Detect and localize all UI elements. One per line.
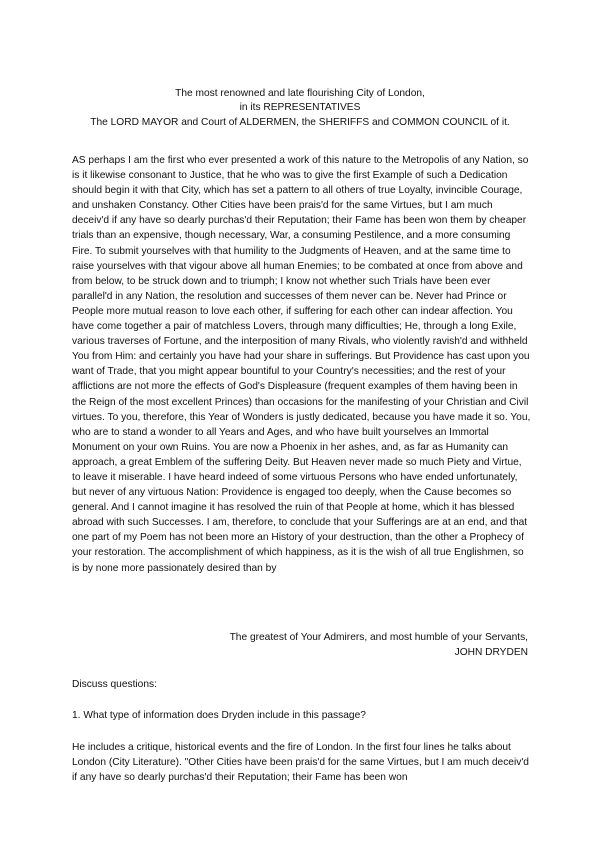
- dedication-body: AS perhaps I am the first who ever presented a work of this nature to the Metropolis of any Nation, so is it likewise consonant to Justice, that he who was to give the first Example of such a Dedication should begin it with that City, which has set a pattern to all others of true Loyalty, invincible Courage, and unshaken Constancy. Other Cities have been prais'd for the same Virtues, but I am much deceiv'd if any have so dearly purchas'd their Reputation; their Fame has been won them by cheaper trials than an expensive, though necessary, War, a consuming Pestilence, and a more consuming Fire. To submit yourselves with that humility to the Judgments of Heaven, and at the same time to raise yourselves with that vigour above all human Enemies; to be combated at once from above and from below, to be struck down and to triumph; I know not whether such Trials have been ever parallel'd in any Nation, the resolution and successes of them never can be. Never had Prince or People more mutual reason to love each other, if suffering for each other can indear affection. You have come together a pair of matchless Lovers, through many difficulties; He, through a long Exile, various traverses of Fortune, and the interposition of many Rivals, who violently ravish'd and withheld You from Him: and certainly you have had your share in sufferings. But Providence has cast upon you want of Trade, that you might appear bountiful to your Country's necessities; and the rest of your afflictions are not more the effects of God's Displeasure (frequent examples of them having been in the Reign of the most excellent Princes) than occasions for the manifesting of your Christian and Civil virtues. To you, therefore, this Year of Wonders is justly dedicated, because you have made it so. You, who are to stand a wonder to all Years and Ages, and who have built yourselves an Immortal Monument on your own Ruins. You are now a Phoenix in her ashes, and, as far as Humanity can approach, a great Emblem of the suffering Deity. But Heaven never made so much Piety and Virtue, to leave it miserable. I have heard indeed of some virtuous Persons who have ended unfortunately, but never of any virtuous Nation: Providence is engaged too deeply, when the Cause becomes so general. And I cannot imagine it has resolved the ruin of that People at home, which it has blessed abroad with such Successes. I am, therefore, to conclude that your Sufferings are at an end, and that one part of my Poem has not been more an History of your destruction, than the other a Prophecy of your restoration. The accomplishment of which happiness, as it is the wish of all true Englishmen, so is by none more passionately desired than by: [72, 155, 531, 574]
- dedication-line-1: The most renowned and late flourishing City of London,: [175, 88, 425, 99]
- dedication-line-2: in its REPRESENTATIVES: [239, 102, 361, 114]
- author-name: JOHN DRYDEN: [454, 647, 528, 658]
- discuss-heading: Discuss questions:: [72, 679, 157, 690]
- dedication-heading: [70, 87, 530, 130]
- closing-signature: [230, 630, 528, 660]
- dedication-line-3: The LORD MAYOR and Court of ALDERMEN, the SHERIFFS and COMMON COUNCIL of it.: [90, 116, 510, 128]
- closing-line: The greatest of Your Admirers, and most humble of your Servants,: [229, 632, 528, 643]
- answer-1: He includes a critique, historical events and the fire of London. In the first four lines he talks about London (City Literature). "Other Cities have been prais'd for the same Virtues, but I am much deceiv'd if any have so dearly purchas'd their Reputation; their Fame has been won: [72, 742, 529, 784]
- question-1: 1. What type of information does Dryden include in this passage?: [72, 710, 366, 721]
